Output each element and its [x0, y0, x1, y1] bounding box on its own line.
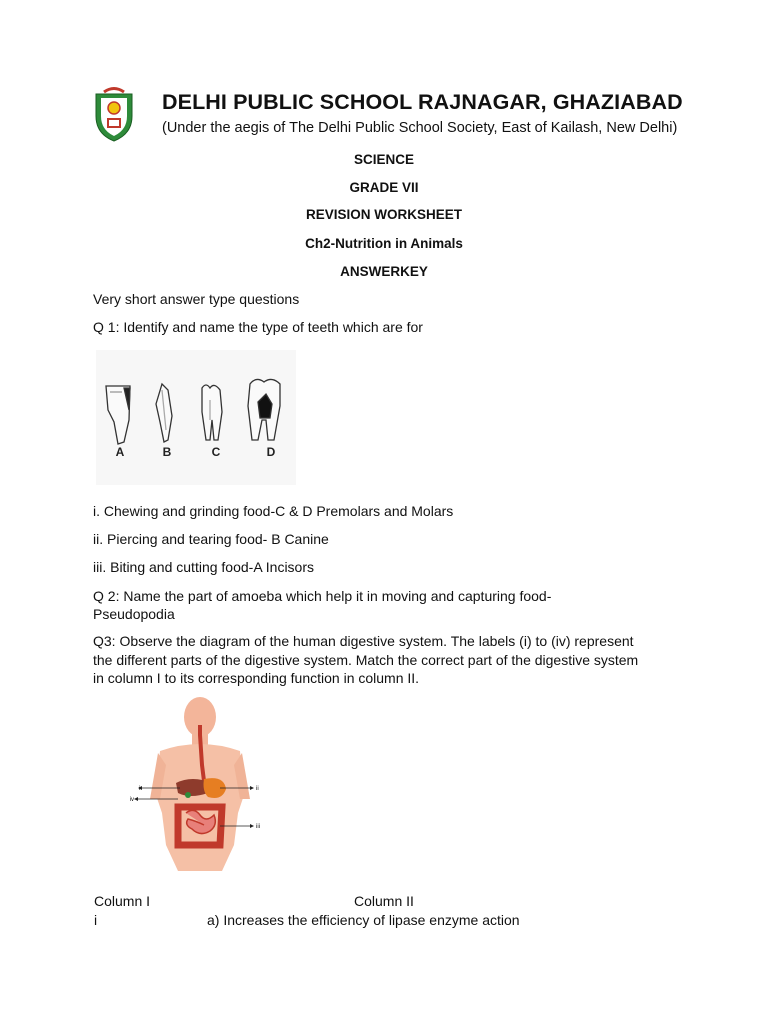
tooth-label-b: B [162, 445, 172, 459]
q1-answer-1: i. Chewing and grinding food-C & D Premolars and Molars [93, 503, 454, 519]
q1-answer-3: iii. Biting and cutting food-A Incisors [93, 559, 315, 575]
q1-answer-2: ii. Piercing and tearing food- B Canine [93, 531, 329, 547]
school-name: DELHI PUBLIC SCHOOL RAJNAGAR, GHAZIABAD [162, 90, 683, 114]
q2-question: Q 2: Name the part of amoeba which help it in moving and capturing food- [93, 588, 552, 604]
column-2-header: Column II [354, 893, 414, 909]
teeth-figure [96, 350, 296, 485]
school-logo [92, 86, 136, 142]
subject-title: SCIENCE [353, 152, 414, 167]
tooth-label-a: A [115, 445, 125, 459]
answer-key-title: ANSWERKEY [340, 264, 428, 279]
section-heading: Very short answer type questions [93, 291, 300, 307]
q3-line-3: in column I to its corresponding function in column II. [93, 670, 420, 686]
diagram-label-iv: iv [130, 797, 134, 803]
tooth-label-d: D [266, 445, 276, 459]
diagram-label-ii: ii [256, 786, 259, 792]
q3-line-2: the different parts of the digestive system. Match the correct part of the digestive system [93, 652, 639, 668]
worksheet-title: REVISION WORKSHEET [305, 207, 462, 222]
letterhead [92, 86, 682, 146]
q2-answer: Pseudopodia [93, 606, 175, 622]
diagram-label-i: i [138, 786, 140, 792]
grade-title: GRADE VII [349, 180, 419, 195]
match-row-1-col1: i [94, 912, 98, 928]
q1-question: Q 1: Identify and name the type of teeth which are for [93, 319, 423, 335]
tooth-label-c: C [211, 445, 221, 459]
diagram-label-iii: iii [256, 824, 260, 830]
q3-line-1: Q3: Observe the diagram of the human digestive system. The labels (i) to (iv) represent [93, 633, 634, 649]
school-subtitle: (Under the aegis of The Delhi Public School Society, East of Kailash, New Delhi) [162, 120, 678, 136]
column-1-header: Column I [94, 893, 151, 909]
match-row-1-col2: a) Increases the efficiency of lipase enzyme action [207, 912, 520, 928]
digestive-system-figure [130, 695, 270, 873]
chapter-title: Ch2-Nutrition in Animals [305, 236, 463, 251]
